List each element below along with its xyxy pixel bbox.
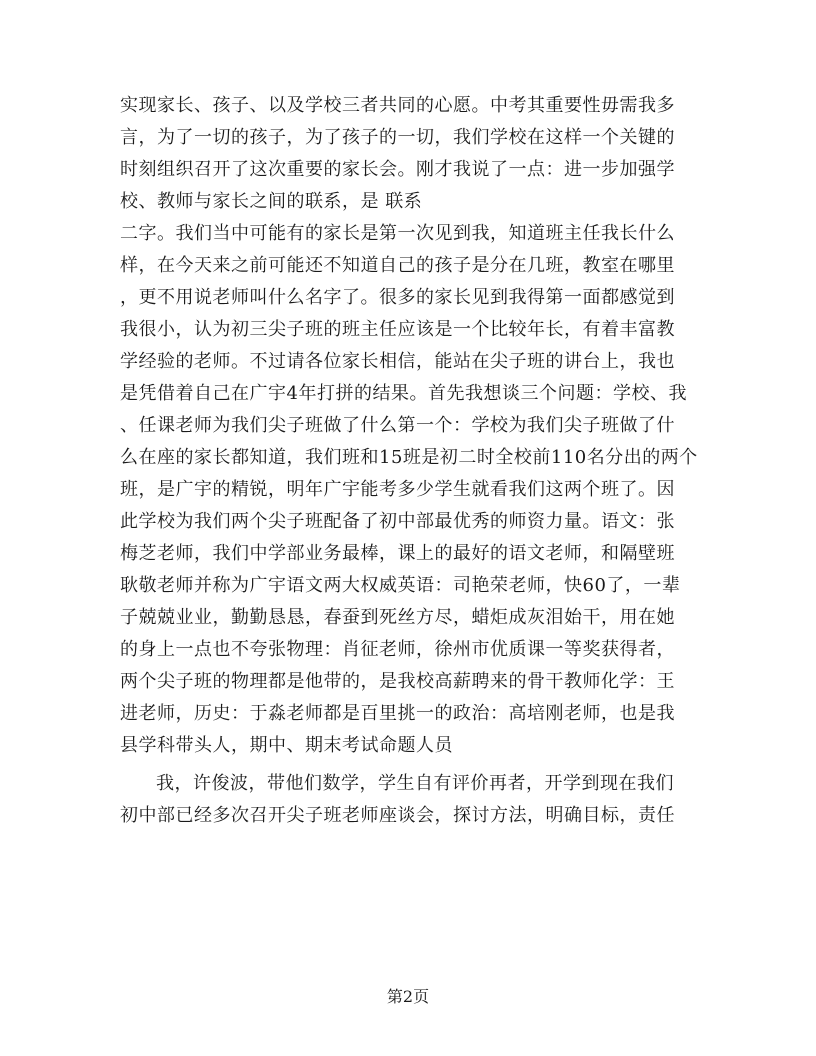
text-line: 么在座的家长都知道，我们班和15班是初二时全校前110名分出的两个 [120,447,698,468]
text-line: 我很小，认为初三尖子班的班主任应该是一个比较年长，有着丰富教 [120,319,675,340]
text-line: 学经验的老师。不过请各位家长相信，能站在尖子班的讲台上，我也 [120,351,675,372]
text-line: 时刻组织召开了这次重要的家长会。刚才我说了一点：进一步加强学 [120,159,675,180]
text-line: 此学校为我们两个尖子班配备了初中部最优秀的师资力量。语文：张 [120,511,675,532]
text-line: 班，是广宇的精锐，明年广宇能考多少学生就看我们这两个班了。因 [120,479,675,500]
text-line: 县学科带头人，期中、期末考试命题人员 [120,735,453,756]
text-line: 二字。我们当中可能有的家长是第一次见到我，知道班主任我长什么 [120,223,675,244]
text-line: 进老师，历史：于淼老师都是百里挑一的政治：高培刚老师，也是我 [120,703,675,724]
text-line: 言，为了一切的孩子，为了孩子的一切，我们学校在这样一个关键的 [120,127,675,148]
text-line: 耿敬老师并称为广宇语文两大权威英语：司艳荣老师，快60了，一辈 [120,575,681,596]
text-line: 样，在今天来之前可能还不知道自己的孩子是分在几班，教室在哪里 [120,255,675,276]
text-line: 初中部已经多次召开尖子班老师座谈会，探讨方法，明确目标，责任 [120,805,675,826]
page-number: 第2页 [386,987,430,1006]
text-line: 校、教师与家长之间的联系，是 联系 [120,191,423,212]
text-line: 的身上一点也不夸张物理：肖征老师，徐州市优质课一等奖获得者， [120,639,675,660]
text-line: 我，许俊波，带他们数学，学生自有评价再者，开学到现在我们 [156,773,674,794]
text-line: 、任课老师为我们尖子班做了什么第一个：学校为我们尖子班做了什 [120,415,675,436]
text-line: 梅芝老师，我们中学部业务最棒，课上的最好的语文老师，和隔壁班 [120,543,675,564]
body-text [120,90,700,832]
text-line: 是凭借着自己在广宇4年打拼的结果。首先我想谈三个问题：学校、我 [120,383,687,404]
text-line: 两个尖子班的物理都是他带的，是我校高薪聘来的骨干教师化学：王 [120,671,675,692]
text-line: 子兢兢业业，勤勤恳恳，春蚕到死丝方尽，蜡炬成灰泪始干，用在她 [120,607,675,628]
text-line: ，更不用说老师叫什么名字了。很多的家长见到我得第一面都感觉到 [120,287,675,308]
text-line: 实现家长、孩子、以及学校三者共同的心愿。中考其重要性毋需我多 [120,95,675,116]
